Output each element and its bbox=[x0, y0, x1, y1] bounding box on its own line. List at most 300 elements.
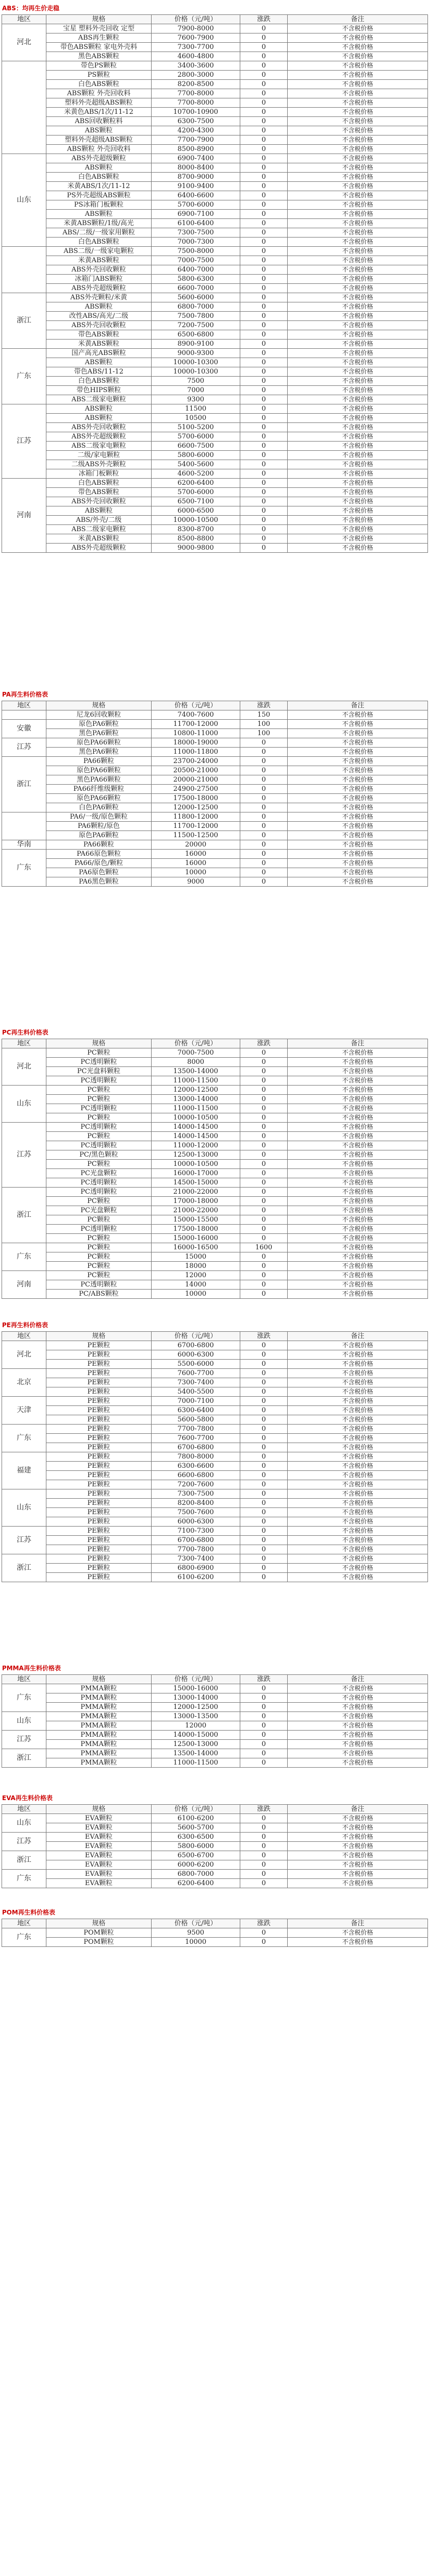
spec-cell: ABS/二级/一级家用颗粒 bbox=[46, 228, 152, 238]
table-row bbox=[2, 1048, 428, 1058]
price-cell: 6200-6400 bbox=[152, 1879, 240, 1888]
note-cell: 不含税价格 bbox=[288, 1188, 428, 1197]
note-cell: 不含税价格 bbox=[288, 840, 428, 850]
change-cell: 0 bbox=[240, 868, 288, 877]
change-cell: 0 bbox=[240, 1425, 288, 1434]
change-cell: 0 bbox=[240, 1271, 288, 1280]
price-cell: 24900-27500 bbox=[152, 785, 240, 794]
spec-cell: PC透明颗粒 bbox=[46, 1058, 152, 1067]
spec-cell: PE颗粒 bbox=[46, 1527, 152, 1536]
note-cell: 不含税价格 bbox=[288, 1067, 428, 1076]
table-row bbox=[2, 544, 428, 553]
spec-cell: 冰箱门ABS颗粒 bbox=[46, 275, 152, 284]
change-cell: 0 bbox=[240, 43, 288, 52]
note-cell: 不含税价格 bbox=[288, 1684, 428, 1693]
spec-cell: PA66纤维级颗粒 bbox=[46, 785, 152, 794]
price-cell: 10800-11000 bbox=[152, 729, 240, 738]
spec-cell: ABS再生颗粒 bbox=[46, 33, 152, 43]
table-row bbox=[2, 1387, 428, 1397]
note-cell: 不含税价格 bbox=[288, 1252, 428, 1262]
column-header: 价格（元/吨） bbox=[152, 701, 240, 710]
spec-cell: PC颗粒 bbox=[46, 1215, 152, 1225]
change-cell: 0 bbox=[240, 395, 288, 404]
table-header-row bbox=[2, 15, 428, 24]
price-cell: 9000-9300 bbox=[152, 349, 240, 358]
change-cell: 0 bbox=[240, 803, 288, 812]
note-cell: 不含税价格 bbox=[288, 850, 428, 859]
price-cell: 6000-6200 bbox=[152, 1860, 240, 1870]
table-row bbox=[2, 1160, 428, 1169]
column-header: 规格 bbox=[46, 701, 152, 710]
spec-cell: ABS颗粒 bbox=[46, 163, 152, 173]
note-cell: 不含税价格 bbox=[288, 738, 428, 748]
table-row bbox=[2, 803, 428, 812]
change-cell: 0 bbox=[240, 1471, 288, 1480]
change-cell: 0 bbox=[240, 1928, 288, 1938]
price-cell: 13000-14000 bbox=[152, 1095, 240, 1104]
note-cell: 不含税价格 bbox=[288, 1434, 428, 1443]
note-cell: 不含税价格 bbox=[288, 1280, 428, 1290]
note-cell: 不含税价格 bbox=[288, 1703, 428, 1712]
region-cell: 江苏 bbox=[2, 1833, 46, 1851]
change-cell: 0 bbox=[240, 1132, 288, 1141]
spec-cell: 原色PA66颗粒 bbox=[46, 766, 152, 775]
price-cell: 6500-6700 bbox=[152, 1851, 240, 1860]
spec-cell: ABS二级/一级家电颗粒 bbox=[46, 247, 152, 256]
region-cell: 广东 bbox=[2, 850, 46, 887]
note-cell: 不含税价格 bbox=[288, 1350, 428, 1360]
price-cell: 11000-12000 bbox=[152, 1141, 240, 1150]
change-cell: 0 bbox=[240, 1252, 288, 1262]
price-section bbox=[0, 1662, 429, 1768]
region-cell: 广东 bbox=[2, 1870, 46, 1888]
change-cell: 0 bbox=[240, 71, 288, 80]
spec-cell: PC透明颗粒 bbox=[46, 1104, 152, 1113]
change-cell: 0 bbox=[240, 1721, 288, 1731]
change-cell: 0 bbox=[240, 340, 288, 349]
spec-cell: PE颗粒 bbox=[46, 1573, 152, 1582]
spec-cell: POM颗粒 bbox=[46, 1938, 152, 1947]
table-row bbox=[2, 1712, 428, 1721]
table-row bbox=[2, 1360, 428, 1369]
table-row bbox=[2, 191, 428, 200]
table-row bbox=[2, 1814, 428, 1823]
spec-cell: PC颗粒 bbox=[46, 1113, 152, 1123]
column-header: 涨跌 bbox=[240, 1675, 288, 1684]
note-cell: 不含税价格 bbox=[288, 1150, 428, 1160]
change-cell: 0 bbox=[240, 850, 288, 859]
price-cell: 6000-6300 bbox=[152, 1517, 240, 1527]
spec-cell: 黑色ABS颗粒 bbox=[46, 52, 152, 61]
region-cell: 江苏 bbox=[2, 738, 46, 757]
table-row bbox=[2, 785, 428, 794]
column-header: 价格（元/吨） bbox=[152, 1919, 240, 1928]
change-cell: 0 bbox=[240, 1684, 288, 1693]
region-cell: 河北 bbox=[2, 24, 46, 61]
table-row bbox=[2, 1378, 428, 1387]
price-cell: 15000-16000 bbox=[152, 1684, 240, 1693]
change-cell: 0 bbox=[240, 173, 288, 182]
spec-cell: PS外壳超级ABS颗粒 bbox=[46, 191, 152, 200]
note-cell: 不含税价格 bbox=[288, 442, 428, 451]
price-cell: 12000-12500 bbox=[152, 1086, 240, 1095]
note-cell: 不含税价格 bbox=[288, 757, 428, 766]
change-cell: 0 bbox=[240, 1527, 288, 1536]
price-cell: 7600-7700 bbox=[152, 1434, 240, 1443]
note-cell: 不含税价格 bbox=[288, 1225, 428, 1234]
section-title: POM再生料价格表 bbox=[2, 1909, 55, 1916]
note-cell: 不含税价格 bbox=[288, 228, 428, 238]
column-header: 备注 bbox=[288, 1332, 428, 1341]
spec-cell: 原色PA6颗粒 bbox=[46, 831, 152, 840]
note-cell: 不含税价格 bbox=[288, 1243, 428, 1252]
spec-cell: ABS颗粒 bbox=[46, 302, 152, 312]
price-cell: 7200-7600 bbox=[152, 1480, 240, 1489]
table-row bbox=[2, 1517, 428, 1527]
change-cell: 0 bbox=[240, 785, 288, 794]
spec-cell: 改性ABS/高光/二级 bbox=[46, 312, 152, 321]
price-cell: 9500 bbox=[152, 1928, 240, 1938]
note-cell: 不含税价格 bbox=[288, 200, 428, 210]
price-cell: 7300-7400 bbox=[152, 1554, 240, 1564]
price-cell: 12500-13000 bbox=[152, 1150, 240, 1160]
table-row bbox=[2, 460, 428, 469]
note-cell: 不含税价格 bbox=[288, 1564, 428, 1573]
region-cell: 天津 bbox=[2, 1397, 46, 1425]
table-row bbox=[2, 1693, 428, 1703]
change-cell: 0 bbox=[240, 293, 288, 302]
table-row bbox=[2, 1480, 428, 1489]
change-cell: 0 bbox=[240, 1067, 288, 1076]
change-cell: 0 bbox=[240, 1517, 288, 1527]
spec-cell: 带色ABS颗粒 bbox=[46, 488, 152, 497]
change-cell: 0 bbox=[240, 1076, 288, 1086]
change-cell: 0 bbox=[240, 1823, 288, 1833]
table-header-row bbox=[2, 1919, 428, 1928]
spec-cell: 带色ABS颗粒 家电外壳料 bbox=[46, 43, 152, 52]
price-cell: 5100-5200 bbox=[152, 423, 240, 432]
spec-cell: EVA颗粒 bbox=[46, 1833, 152, 1842]
note-cell: 不含税价格 bbox=[288, 386, 428, 395]
note-cell: 不含税价格 bbox=[288, 423, 428, 432]
spec-cell: ABS颗粒 外壳回收料 bbox=[46, 89, 152, 98]
price-cell: 10500 bbox=[152, 414, 240, 423]
note-cell: 不含税价格 bbox=[288, 1554, 428, 1564]
change-cell: 0 bbox=[240, 1758, 288, 1768]
price-table bbox=[2, 1804, 428, 1888]
table-row bbox=[2, 506, 428, 516]
spec-cell: 带色PS颗粒 bbox=[46, 61, 152, 71]
change-cell: 0 bbox=[240, 1489, 288, 1499]
note-cell: 不含税价格 bbox=[288, 1178, 428, 1188]
table-row bbox=[2, 43, 428, 52]
spec-cell: PC颗粒 bbox=[46, 1132, 152, 1141]
change-cell: 0 bbox=[240, 1462, 288, 1471]
change-cell: 0 bbox=[240, 1749, 288, 1758]
note-cell: 不含税价格 bbox=[288, 312, 428, 321]
price-cell: 7600-7900 bbox=[152, 33, 240, 43]
note-cell: 不含税价格 bbox=[288, 1823, 428, 1833]
column-header: 地区 bbox=[2, 701, 46, 710]
change-cell: 0 bbox=[240, 1415, 288, 1425]
change-cell: 0 bbox=[240, 775, 288, 785]
table-row bbox=[2, 1132, 428, 1141]
table-row bbox=[2, 877, 428, 887]
price-cell: 14000-15000 bbox=[152, 1731, 240, 1740]
price-cell: 7300-7700 bbox=[152, 43, 240, 52]
spec-cell: PC颗粒 bbox=[46, 1271, 152, 1280]
column-header: 涨跌 bbox=[240, 1332, 288, 1341]
table-row bbox=[2, 840, 428, 850]
region-cell bbox=[2, 710, 46, 720]
price-cell: 14000-14500 bbox=[152, 1132, 240, 1141]
change-cell: 0 bbox=[240, 1536, 288, 1545]
column-header: 涨跌 bbox=[240, 15, 288, 24]
price-cell: 10000-10500 bbox=[152, 1160, 240, 1169]
spec-cell: EVA颗粒 bbox=[46, 1823, 152, 1833]
table-row bbox=[2, 1879, 428, 1888]
table-row bbox=[2, 859, 428, 868]
price-cell: 20000 bbox=[152, 840, 240, 850]
spec-cell: ABS外壳颗粒/米黄 bbox=[46, 293, 152, 302]
section-title: PC再生料价格表 bbox=[2, 1029, 48, 1036]
change-cell: 0 bbox=[240, 135, 288, 145]
spec-cell: EVA颗粒 bbox=[46, 1842, 152, 1851]
change-cell: 0 bbox=[240, 265, 288, 275]
note-cell: 不含税价格 bbox=[288, 377, 428, 386]
price-cell: 17500-18000 bbox=[152, 794, 240, 803]
change-cell: 0 bbox=[240, 757, 288, 766]
region-cell: 河北 bbox=[2, 1048, 46, 1086]
price-cell: 11000-11800 bbox=[152, 748, 240, 757]
table-row bbox=[2, 748, 428, 757]
note-cell: 不含税价格 bbox=[288, 145, 428, 154]
price-cell: 13500-14000 bbox=[152, 1749, 240, 1758]
column-header: 规格 bbox=[46, 1675, 152, 1684]
spec-cell: EVA颗粒 bbox=[46, 1851, 152, 1860]
price-cell: 6700-6800 bbox=[152, 1536, 240, 1545]
change-cell: 0 bbox=[240, 1234, 288, 1243]
price-cell: 5800-6000 bbox=[152, 1842, 240, 1851]
table-row bbox=[2, 479, 428, 488]
change-cell: 0 bbox=[240, 479, 288, 488]
price-cell: 2800-3000 bbox=[152, 71, 240, 80]
table-header-row bbox=[2, 701, 428, 710]
change-cell: 0 bbox=[240, 1703, 288, 1712]
table-row bbox=[2, 432, 428, 442]
region-cell: 福建 bbox=[2, 1452, 46, 1489]
note-cell: 不含税价格 bbox=[288, 404, 428, 414]
price-cell: 5400-5500 bbox=[152, 1387, 240, 1397]
spec-cell: PC颗粒 bbox=[46, 1048, 152, 1058]
price-cell: 18000 bbox=[152, 1262, 240, 1271]
price-cell: 11000-11500 bbox=[152, 1104, 240, 1113]
spec-cell: PC颗粒 bbox=[46, 1086, 152, 1095]
table-row bbox=[2, 52, 428, 61]
price-cell: 6100-6400 bbox=[152, 219, 240, 228]
change-cell: 0 bbox=[240, 1341, 288, 1350]
region-cell: 浙江 bbox=[2, 1188, 46, 1243]
change-cell: 0 bbox=[240, 1434, 288, 1443]
note-cell: 不含税价格 bbox=[288, 1048, 428, 1058]
table-row bbox=[2, 1842, 428, 1851]
change-cell: 0 bbox=[240, 1197, 288, 1206]
table-row bbox=[2, 126, 428, 135]
note-cell: 不含税价格 bbox=[288, 822, 428, 831]
change-cell: 0 bbox=[240, 108, 288, 117]
table-row bbox=[2, 1573, 428, 1582]
spec-cell: 黑色PA6颗粒 bbox=[46, 729, 152, 738]
spec-cell: 白色ABS颗粒 bbox=[46, 377, 152, 386]
spec-cell: PE颗粒 bbox=[46, 1397, 152, 1406]
note-cell: 不含税价格 bbox=[288, 1160, 428, 1169]
note-cell: 不含税价格 bbox=[288, 117, 428, 126]
spec-cell: 白色ABS颗粒 bbox=[46, 173, 152, 182]
price-cell: 5800-6000 bbox=[152, 451, 240, 460]
change-cell: 0 bbox=[240, 1123, 288, 1132]
change-cell: 0 bbox=[240, 840, 288, 850]
note-cell: 不含税价格 bbox=[288, 182, 428, 191]
spec-cell: ABS二级家电颗粒 bbox=[46, 525, 152, 534]
region-cell: 安徽 bbox=[2, 720, 46, 738]
spec-cell: 宝星 塑料外壳回收 定型 bbox=[46, 24, 152, 33]
spec-cell: PMMA颗粒 bbox=[46, 1740, 152, 1749]
table-row bbox=[2, 117, 428, 126]
note-cell: 不含税价格 bbox=[288, 794, 428, 803]
change-cell: 0 bbox=[240, 1262, 288, 1271]
table-row bbox=[2, 1169, 428, 1178]
note-cell: 不含税价格 bbox=[288, 1443, 428, 1452]
change-cell: 0 bbox=[240, 1499, 288, 1508]
change-cell: 0 bbox=[240, 1378, 288, 1387]
table-row bbox=[2, 775, 428, 785]
spec-cell: PE颗粒 bbox=[46, 1434, 152, 1443]
change-cell: 0 bbox=[240, 1206, 288, 1215]
table-row bbox=[2, 1740, 428, 1749]
spec-cell: PE颗粒 bbox=[46, 1471, 152, 1480]
price-cell: 11500-12500 bbox=[152, 831, 240, 840]
table-row bbox=[2, 386, 428, 395]
section-title: EVA再生料价格表 bbox=[2, 1794, 53, 1802]
table-row bbox=[2, 729, 428, 738]
change-cell: 0 bbox=[240, 748, 288, 757]
table-row bbox=[2, 33, 428, 43]
table-row bbox=[2, 1731, 428, 1740]
change-cell: 0 bbox=[240, 182, 288, 191]
region-cell: 江苏 bbox=[2, 404, 46, 479]
section-title: PA再生料价格表 bbox=[2, 691, 48, 698]
column-header: 规格 bbox=[46, 1332, 152, 1341]
table-row bbox=[2, 534, 428, 544]
change-cell: 0 bbox=[240, 349, 288, 358]
table-row bbox=[2, 1188, 428, 1197]
spec-cell: PA6黑色颗粒 bbox=[46, 877, 152, 887]
price-cell: 14000-14500 bbox=[152, 1123, 240, 1132]
note-cell: 不含税价格 bbox=[288, 321, 428, 330]
price-cell: 14000 bbox=[152, 1280, 240, 1290]
spec-cell: 米黄ABS颗粒 bbox=[46, 256, 152, 265]
table-row bbox=[2, 1150, 428, 1160]
change-cell: 0 bbox=[240, 200, 288, 210]
table-row bbox=[2, 1721, 428, 1731]
price-table bbox=[2, 701, 428, 887]
note-cell: 不含税价格 bbox=[288, 1141, 428, 1150]
spec-cell: 塑料外壳超级ABS颗粒 bbox=[46, 98, 152, 108]
price-cell: 7000 bbox=[152, 386, 240, 395]
price-cell: 11000-11500 bbox=[152, 1076, 240, 1086]
price-cell: 11000-11500 bbox=[152, 1758, 240, 1768]
change-cell: 0 bbox=[240, 1731, 288, 1740]
spec-cell: PC颗粒 bbox=[46, 1243, 152, 1252]
price-cell: 8700-9000 bbox=[152, 173, 240, 182]
spec-cell: ABS颗粒 外壳回收料 bbox=[46, 145, 152, 154]
price-cell: 23700-24000 bbox=[152, 757, 240, 766]
spec-cell: 米黄ABS/1次/11-12 bbox=[46, 182, 152, 191]
price-cell: 7700-7800 bbox=[152, 1425, 240, 1434]
note-cell: 不含税价格 bbox=[288, 1879, 428, 1888]
price-cell: 16000-17000 bbox=[152, 1169, 240, 1178]
spec-cell: PE颗粒 bbox=[46, 1387, 152, 1397]
note-cell: 不含税价格 bbox=[288, 135, 428, 145]
note-cell: 不含税价格 bbox=[288, 469, 428, 479]
spec-cell: PE颗粒 bbox=[46, 1406, 152, 1415]
change-cell: 0 bbox=[240, 1160, 288, 1169]
price-cell: 12000 bbox=[152, 1271, 240, 1280]
note-cell: 不含税价格 bbox=[288, 173, 428, 182]
spec-cell: PC光盘料颗粒 bbox=[46, 1067, 152, 1076]
price-cell: 15000-16000 bbox=[152, 1234, 240, 1243]
note-cell: 不含税价格 bbox=[288, 284, 428, 293]
spec-cell: 白色ABS颗粒 bbox=[46, 238, 152, 247]
price-cell: 8900-9100 bbox=[152, 340, 240, 349]
change-cell: 0 bbox=[240, 525, 288, 534]
note-cell: 不含税价格 bbox=[288, 1517, 428, 1527]
change-cell: 0 bbox=[240, 1564, 288, 1573]
price-cell: 16000-16500 bbox=[152, 1243, 240, 1252]
change-cell: 0 bbox=[240, 126, 288, 135]
note-cell: 不含税价格 bbox=[288, 61, 428, 71]
table-row bbox=[2, 321, 428, 330]
spec-cell: 带色HIPS颗粒 bbox=[46, 386, 152, 395]
spec-cell: ABS颗粒 bbox=[46, 210, 152, 219]
table-row bbox=[2, 423, 428, 432]
spec-cell: 带色ABS/11-12 bbox=[46, 367, 152, 377]
table-row bbox=[2, 1489, 428, 1499]
region-cell: 广东 bbox=[2, 1243, 46, 1271]
column-header: 备注 bbox=[288, 1805, 428, 1814]
change-cell: 0 bbox=[240, 1150, 288, 1160]
table-row bbox=[2, 1928, 428, 1938]
table-row bbox=[2, 1443, 428, 1452]
spec-cell: 黑色PA6颗粒 bbox=[46, 748, 152, 757]
note-cell: 不含税价格 bbox=[288, 1290, 428, 1299]
change-cell: 0 bbox=[240, 24, 288, 33]
table-row bbox=[2, 1823, 428, 1833]
change-cell: 0 bbox=[240, 1452, 288, 1462]
change-cell: 0 bbox=[240, 766, 288, 775]
change-cell: 150 bbox=[240, 710, 288, 720]
region-cell: 山东 bbox=[2, 154, 46, 247]
spec-cell: PC颗粒 bbox=[46, 1095, 152, 1104]
note-cell: 不含税价格 bbox=[288, 1731, 428, 1740]
spec-cell: PC透明颗粒 bbox=[46, 1225, 152, 1234]
change-cell: 0 bbox=[240, 89, 288, 98]
table-row bbox=[2, 61, 428, 71]
region-cell: 广东 bbox=[2, 1684, 46, 1712]
region-cell: 山东 bbox=[2, 1489, 46, 1527]
spec-cell: 带色ABS颗粒 bbox=[46, 330, 152, 340]
change-cell: 0 bbox=[240, 52, 288, 61]
